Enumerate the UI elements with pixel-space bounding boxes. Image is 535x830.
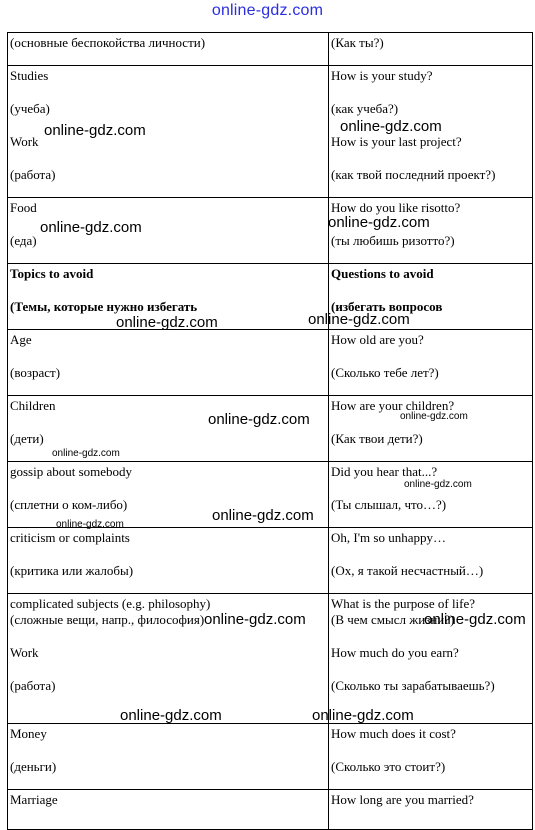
cell-text: (критика или жалобы) xyxy=(10,563,134,578)
cell-text: Did you hear that...? xyxy=(331,464,438,479)
cell-text: (Ты слышал, что…?) xyxy=(331,497,447,512)
cell-text: What is the purpose of life? xyxy=(331,596,476,611)
table-row xyxy=(8,724,533,790)
cell-text: Age xyxy=(10,332,32,347)
cell-text: How are your children? xyxy=(331,398,455,413)
cell-text: How do you like risotto? xyxy=(331,200,461,215)
cell-text: (учеба) xyxy=(10,101,50,116)
watermark: online-gdz.com xyxy=(120,707,222,724)
table-row xyxy=(8,264,533,330)
cell-text: Oh, I'm so unhappy… xyxy=(331,530,447,545)
watermark: online-gdz.com xyxy=(308,311,410,328)
cell-text: How much do you earn? xyxy=(331,645,459,660)
table-cell xyxy=(8,724,329,790)
section-heading: Topics to avoid xyxy=(10,266,94,281)
watermark: online-gdz.com xyxy=(204,611,306,628)
cell-text: (В чем смысл жизни?) xyxy=(331,612,455,627)
cell-text: (дети) xyxy=(10,431,44,446)
cell-text: (как твой последний проект?) xyxy=(331,167,496,182)
watermark: online-gdz.com xyxy=(212,507,314,524)
cell-text: (как учеба?) xyxy=(331,101,399,116)
watermark: online-gdz.com xyxy=(40,219,142,236)
cell-text: How old are you? xyxy=(331,332,424,347)
table-cell xyxy=(329,724,533,790)
table-cell xyxy=(329,396,533,462)
watermark: online-gdz.com xyxy=(44,122,146,139)
cell-text: (Как ты?) xyxy=(331,35,384,50)
table-cell xyxy=(8,33,329,66)
cell-text: Food xyxy=(10,200,37,215)
watermark: online-gdz.com xyxy=(340,118,442,135)
cell-text: (Ох, я такой несчастный…) xyxy=(331,563,484,578)
cell-text: (еда) xyxy=(10,233,37,248)
section-heading: (избегать вопросов xyxy=(331,299,443,314)
cell-text: (Сколько ты зарабатываешь?) xyxy=(331,678,495,693)
table-cell xyxy=(8,790,329,830)
cell-text: Marriage xyxy=(10,792,58,807)
cell-text: (сплетни о ком-либо) xyxy=(10,497,128,512)
cell-text: (возраст) xyxy=(10,365,61,380)
cell-text: Children xyxy=(10,398,56,413)
cell-text: (Сколько это стоит?) xyxy=(331,759,446,774)
table-cell xyxy=(329,528,533,594)
cell-text: Work xyxy=(10,134,39,149)
table-cell xyxy=(329,790,533,830)
cell-text: (Сколько тебе лет?) xyxy=(331,365,439,380)
cell-text: criticism or complaints xyxy=(10,530,130,545)
cell-text: (деньги) xyxy=(10,759,57,774)
cell-text: (работа) xyxy=(10,167,56,182)
cell-text: (сложные вещи, напр., философия) xyxy=(10,612,205,627)
cell-text: (основные беспокойства личности) xyxy=(10,35,206,50)
table-row xyxy=(8,330,533,396)
watermark: online-gdz.com xyxy=(328,214,430,231)
cell-text: Money xyxy=(10,726,47,741)
cell-text: Studies xyxy=(10,68,49,83)
table-row xyxy=(8,528,533,594)
table-cell xyxy=(329,462,533,528)
watermark: online-gdz.com xyxy=(400,411,468,422)
watermark: online-gdz.com xyxy=(404,479,472,490)
watermark: online-gdz.com xyxy=(424,611,526,628)
cell-text: How long are you married? xyxy=(331,792,474,807)
table-row xyxy=(8,33,533,66)
cell-text: complicated subjects (e.g. philosophy) xyxy=(10,596,211,611)
watermark: online-gdz.com xyxy=(312,707,414,724)
cell-text: (ты любишь ризотто?) xyxy=(331,233,455,248)
table-cell xyxy=(8,528,329,594)
watermark: online-gdz.com xyxy=(116,314,218,331)
watermark: online-gdz.com xyxy=(56,519,124,530)
cell-text: How much does it cost? xyxy=(331,726,456,741)
cell-text: (Как твои дети?) xyxy=(331,431,423,446)
table-cell xyxy=(8,330,329,396)
table-cell xyxy=(329,33,533,66)
watermark: online-gdz.com xyxy=(208,411,310,428)
cell-text: How is your last project? xyxy=(331,134,462,149)
site-header[interactable]: online-gdz.com xyxy=(211,2,324,19)
table-cell xyxy=(329,330,533,396)
table-row xyxy=(8,790,533,830)
cell-text: How is your study? xyxy=(331,68,433,83)
section-heading: (Темы, которые нужно избегать xyxy=(10,299,198,314)
cell-text: (работа) xyxy=(10,678,56,693)
etiquette-table xyxy=(7,32,533,830)
cell-text: gossip about somebody xyxy=(10,464,133,479)
cell-text: Work xyxy=(10,645,39,660)
section-heading: Questions to avoid xyxy=(331,266,434,281)
watermark: online-gdz.com xyxy=(52,448,120,459)
